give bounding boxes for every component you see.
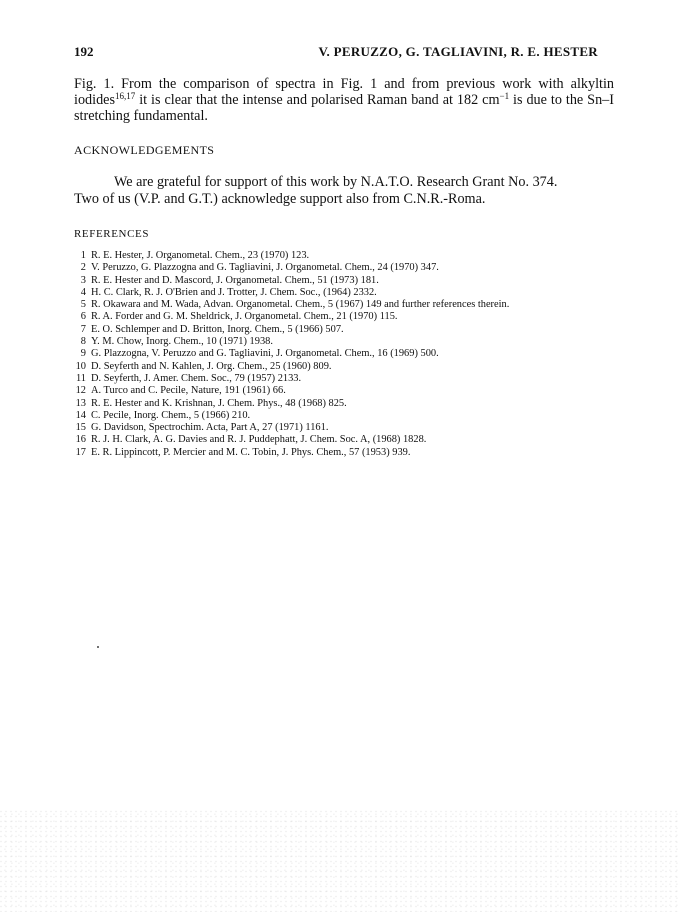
reference-number: 17: [75, 446, 86, 458]
reference-item: [74, 299, 614, 311]
reference-text: D. Seyferth, J. Amer. Chem. Soc., 79 (1957) 2133.: [91, 372, 302, 384]
reference-item: [74, 447, 614, 459]
reference-text: E. O. Schlemper and D. Britton, Inorg. Chem., 5 (1966) 507.: [91, 323, 344, 335]
reference-text: R. E. Hester and K. Krishnan, J. Chem. Phys., 48 (1968) 825.: [91, 397, 347, 409]
reference-text: R. J. H. Clark, A. G. Davies and R. J. Puddephatt, J. Chem. Soc. A, (1968) 1828.: [91, 434, 427, 446]
reference-number: 15: [75, 422, 86, 434]
reference-item: [74, 311, 614, 323]
body-paragraph: [74, 76, 614, 124]
reference-text: H. C. Clark, R. J. O'Brien and J. Trotter, J. Chem. Soc., (1964) 2332.: [91, 286, 377, 298]
reference-number: 2: [80, 262, 86, 274]
reference-item: [74, 324, 614, 336]
reference-text: G. Davidson, Spectrochim. Acta, Part A, 27 (1971) 1161.: [91, 422, 329, 434]
citation-superscript: 16,17: [114, 91, 136, 101]
reference-item: [74, 410, 614, 422]
acknowledgements-line-2: Two of us (V.P. and G.T.) acknowledge support also from C.N.R.-Roma.: [74, 191, 486, 207]
reference-item: [74, 385, 614, 397]
reference-number: 6: [80, 311, 86, 323]
reference-number: 14: [75, 409, 86, 421]
reference-number: 10: [75, 360, 86, 372]
reference-text: R. E. Hester and D. Mascord, J. Organometal. Chem., 51 (1973) 181.: [91, 274, 379, 286]
reference-number: 3: [80, 274, 86, 286]
reference-number: 12: [75, 385, 86, 397]
reference-item: [74, 361, 614, 373]
running-header-authors: V. PERUZZO, G. TAGLIAVINI, R. E. HESTER: [318, 44, 598, 59]
reference-number: 8: [80, 336, 86, 348]
references-list: [74, 250, 614, 459]
reference-text: D. Seyferth and N. Kahlen, J. Org. Chem., 25 (1960) 809.: [91, 360, 332, 372]
reference-item: [74, 287, 614, 299]
acknowledgements-text: [74, 174, 614, 208]
reference-number: 16: [75, 434, 86, 446]
reference-number: 5: [80, 299, 86, 311]
reference-text: A. Turco and C. Pecile, Nature, 191 (1961) 66.: [91, 385, 286, 397]
running-header: [74, 44, 598, 60]
page-number: 192: [74, 44, 94, 59]
acknowledgements-line-1: We are grateful for support of this work by N.A.T.O. Research Grant No. 374.: [114, 174, 558, 190]
acknowledgements-heading: ACKNOWLEDGEMENTS: [74, 143, 215, 157]
references-heading: REFERENCES: [74, 228, 150, 240]
scan-noise: [0, 810, 680, 912]
body-text-part1: Fig. 1. From the comparison of spectra in Fig. 1 and from previous work with alkyltin iodides: [74, 76, 614, 108]
reference-text: Y. M. Chow, Inorg. Chem., 10 (1971) 1938.: [91, 336, 273, 348]
reference-number: 13: [75, 397, 86, 409]
reference-number: 7: [80, 323, 86, 335]
reference-text: R. A. Forder and G. M. Sheldrick, J. Organometal. Chem., 21 (1970) 115.: [91, 311, 398, 323]
reference-item: [74, 373, 614, 385]
reference-text: R. Okawara and M. Wada, Advan. Organometal. Chem., 5 (1967) 149 and further references therein.: [91, 299, 510, 311]
reference-number: 1: [80, 250, 86, 261]
reference-item: [74, 250, 614, 262]
reference-item: [74, 336, 614, 348]
reference-item: [74, 262, 614, 274]
reference-text: G. Plazzogna, V. Peruzzo and G. Tagliavini, J. Organometal. Chem., 16 (1969) 500.: [91, 348, 439, 360]
reference-item: [74, 422, 614, 434]
reference-number: 11: [75, 372, 86, 384]
reference-item: [74, 275, 614, 287]
reference-text: V. Peruzzo, G. Plazzogna and G. Tagliavini, J. Organometal. Chem., 24 (1970) 347.: [91, 262, 439, 274]
scan-speck: [97, 646, 99, 648]
reference-item: [74, 398, 614, 410]
reference-item: [74, 348, 614, 360]
body-text-part3: is due to the Sn–I stretching fundamental.: [74, 92, 614, 124]
reference-text: E. R. Lippincott, P. Mercier and M. C. Tobin, J. Phys. Chem., 57 (1953) 939.: [91, 446, 411, 458]
reference-text: C. Pecile, Inorg. Chem., 5 (1966) 210.: [91, 409, 251, 421]
reference-item: [74, 434, 614, 446]
unit-superscript: −1: [499, 91, 510, 101]
reference-text: R. E. Hester, J. Organometal. Chem., 23 (1970) 123.: [91, 250, 310, 261]
reference-number: 9: [80, 348, 86, 360]
reference-number: 4: [80, 286, 86, 298]
body-text-part2: it is clear that the intense and polarised Raman band at 182 cm: [135, 92, 500, 108]
